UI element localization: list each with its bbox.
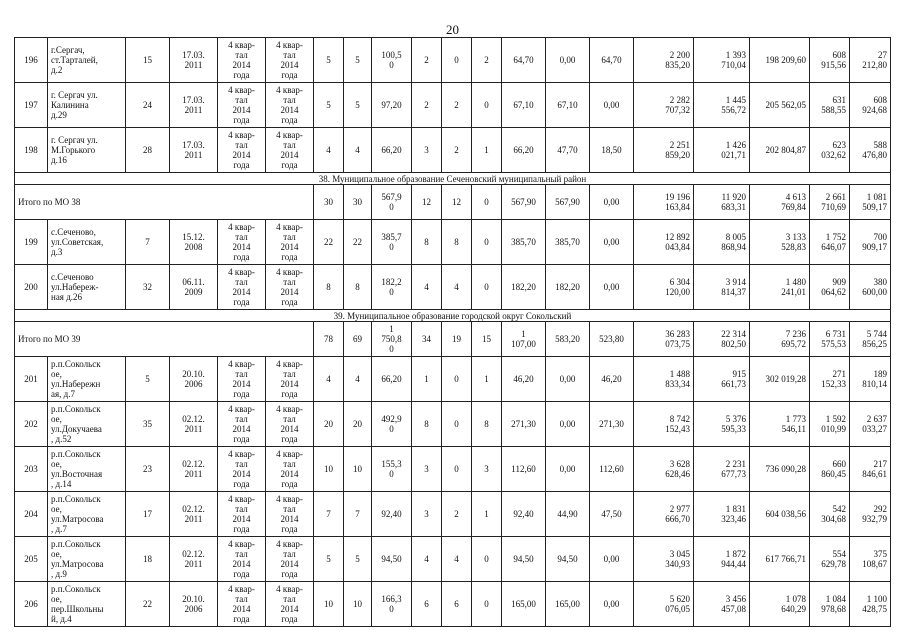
table-cell: 15.12. 2008 bbox=[170, 220, 218, 265]
table-cell: 5 376 595,33 bbox=[694, 402, 750, 447]
table-cell: 3 456 457,08 bbox=[694, 582, 750, 627]
table-cell: 1 752 646,07 bbox=[810, 220, 850, 265]
table-cell: 1 831 323,46 bbox=[694, 492, 750, 537]
row-number: 206 bbox=[15, 582, 48, 627]
total-cell: 5 744 856,25 bbox=[850, 322, 891, 357]
table-cell: 385,70 bbox=[502, 220, 546, 265]
table-cell: 94,50 bbox=[502, 537, 546, 582]
table-cell: 375 108,67 bbox=[850, 537, 891, 582]
table-cell: 604 038,56 bbox=[750, 492, 810, 537]
table-cell: 0,00 bbox=[546, 402, 590, 447]
table-cell: 4 bbox=[344, 128, 372, 173]
total-cell: 12 bbox=[412, 185, 442, 220]
table-cell: 2 bbox=[442, 83, 472, 128]
total-cell: 19 bbox=[442, 322, 472, 357]
table-cell: 8 bbox=[442, 220, 472, 265]
table-row bbox=[15, 220, 891, 265]
total-cell: 34 bbox=[412, 322, 442, 357]
table-cell: 0 bbox=[472, 537, 502, 582]
total-cell: 11 920 683,31 bbox=[694, 185, 750, 220]
table-cell: 02.12. 2011 bbox=[170, 447, 218, 492]
table-cell: 97,20 bbox=[372, 83, 412, 128]
table-cell: 3 bbox=[412, 447, 442, 492]
total-label: Итого по МО 39 bbox=[15, 322, 314, 357]
table-cell: 271,30 bbox=[502, 402, 546, 447]
table-cell: 112,60 bbox=[502, 447, 546, 492]
section-title: 39. Муниципальное образование городской округ Сокольский bbox=[15, 310, 891, 322]
housing-program-table bbox=[14, 37, 891, 627]
table-cell: 1 bbox=[472, 357, 502, 402]
table-cell: 271,30 bbox=[590, 402, 634, 447]
table-cell: 5 bbox=[344, 537, 372, 582]
table-cell: 660 860,45 bbox=[810, 447, 850, 492]
table-cell: 6 bbox=[412, 582, 442, 627]
table-cell: 3 045 340,93 bbox=[634, 537, 694, 582]
table-cell: 4 bbox=[314, 357, 344, 402]
table-cell: 2 282 707,32 bbox=[634, 83, 694, 128]
table-cell: 189 810,14 bbox=[850, 357, 891, 402]
table-cell: 3 133 528,83 bbox=[750, 220, 810, 265]
table-cell: 1 773 546,11 bbox=[750, 402, 810, 447]
table-cell: 542 304,68 bbox=[810, 492, 850, 537]
table-cell: 8 bbox=[412, 220, 442, 265]
address-cell: с.Сеченово ул.Набереж- ная д.26 bbox=[48, 265, 126, 310]
total-cell: 4 613 769,84 bbox=[750, 185, 810, 220]
table-cell: 92,40 bbox=[502, 492, 546, 537]
table-cell: 1 100 428,75 bbox=[850, 582, 891, 627]
table-cell: 100,5 0 bbox=[372, 38, 412, 83]
table-cell: 94,50 bbox=[372, 537, 412, 582]
table-cell: 24 bbox=[126, 83, 170, 128]
table-cell: 385,70 bbox=[546, 220, 590, 265]
table-cell: 5 620 076,05 bbox=[634, 582, 694, 627]
table-cell: 1 078 640,29 bbox=[750, 582, 810, 627]
table-cell: 17 bbox=[126, 492, 170, 537]
table-cell: 4 квар- тал 2014 года bbox=[266, 220, 314, 265]
table-cell: 4 квар- тал 2014 года bbox=[266, 537, 314, 582]
table-cell: 0,00 bbox=[590, 83, 634, 128]
table-cell: 4 квар- тал 2014 года bbox=[218, 357, 266, 402]
row-number: 201 bbox=[15, 357, 48, 402]
table-cell: 4 квар- тал 2014 года bbox=[218, 83, 266, 128]
table-cell: 46,20 bbox=[502, 357, 546, 402]
total-cell: 30 bbox=[314, 185, 344, 220]
total-cell: 22 314 802,50 bbox=[694, 322, 750, 357]
table-cell: 94,50 bbox=[546, 537, 590, 582]
table-cell: 66,20 bbox=[372, 357, 412, 402]
total-cell: 1 750,8 0 bbox=[372, 322, 412, 357]
total-cell: 2 661 710,69 bbox=[810, 185, 850, 220]
table-cell: 4 квар- тал 2014 года bbox=[218, 492, 266, 537]
table-cell: 10 bbox=[314, 447, 344, 492]
table-cell: 67,10 bbox=[502, 83, 546, 128]
address-cell: р.п.Сокольск ое, пер.Школьны й, д.4 bbox=[48, 582, 126, 627]
table-cell: 617 766,71 bbox=[750, 537, 810, 582]
total-cell: 69 bbox=[344, 322, 372, 357]
row-number: 197 bbox=[15, 83, 48, 128]
table-cell: 2 bbox=[442, 492, 472, 537]
table-cell: 2 bbox=[412, 83, 442, 128]
table-cell: 23 bbox=[126, 447, 170, 492]
total-label: Итого по МО 38 bbox=[15, 185, 314, 220]
table-cell: 4 квар- тал 2014 года bbox=[266, 582, 314, 627]
table-cell: 3 bbox=[412, 492, 442, 537]
table-cell: 7 bbox=[314, 492, 344, 537]
table-cell: 385,7 0 bbox=[372, 220, 412, 265]
address-cell: р.п.Сокольск ое, ул.Набережн ая, д.7 bbox=[48, 357, 126, 402]
table-cell: 1 488 833,34 bbox=[634, 357, 694, 402]
table-cell: 4 квар- тал 2014 года bbox=[266, 447, 314, 492]
table-cell: 5 bbox=[314, 83, 344, 128]
table-row bbox=[15, 492, 891, 537]
table-cell: 47,50 bbox=[590, 492, 634, 537]
table-cell: 165,00 bbox=[546, 582, 590, 627]
table-cell: 4 квар- тал 2014 года bbox=[266, 357, 314, 402]
table-cell: 182,2 0 bbox=[372, 265, 412, 310]
table-row bbox=[15, 537, 891, 582]
row-number: 196 bbox=[15, 38, 48, 83]
table-cell: 22 bbox=[344, 220, 372, 265]
table-cell: 4 bbox=[344, 357, 372, 402]
total-cell: 12 bbox=[442, 185, 472, 220]
table-cell: 0,00 bbox=[590, 220, 634, 265]
table-cell: 67,10 bbox=[546, 83, 590, 128]
table-row bbox=[15, 265, 891, 310]
table-cell: 5 bbox=[344, 38, 372, 83]
row-number: 203 bbox=[15, 447, 48, 492]
table-cell: 182,20 bbox=[502, 265, 546, 310]
table-cell: 20.10. 2006 bbox=[170, 582, 218, 627]
table-row bbox=[15, 357, 891, 402]
table-cell: 0 bbox=[442, 357, 472, 402]
table-row bbox=[15, 38, 891, 83]
table-cell: 4 bbox=[442, 265, 472, 310]
table-cell: 64,70 bbox=[502, 38, 546, 83]
table-cell: 4 квар- тал 2014 года bbox=[266, 83, 314, 128]
table-cell: 909 064,62 bbox=[810, 265, 850, 310]
page-number: 20 bbox=[446, 22, 459, 37]
table-row bbox=[15, 582, 891, 627]
table-cell: 0,00 bbox=[590, 537, 634, 582]
table-cell: 20.10. 2006 bbox=[170, 357, 218, 402]
total-cell: 1 081 509,17 bbox=[850, 185, 891, 220]
table-cell: 0 bbox=[442, 402, 472, 447]
table-cell: 4 квар- тал 2014 года bbox=[266, 128, 314, 173]
section-header-row bbox=[15, 310, 891, 322]
table-cell: 66,20 bbox=[372, 128, 412, 173]
table-cell: 1 bbox=[472, 492, 502, 537]
table-cell: 32 bbox=[126, 265, 170, 310]
table-cell: 155,3 0 bbox=[372, 447, 412, 492]
table-cell: 492,9 0 bbox=[372, 402, 412, 447]
table-cell: 10 bbox=[314, 582, 344, 627]
table-cell: 3 628 628,46 bbox=[634, 447, 694, 492]
address-cell: г. Сергач ул. М.Горького д.16 bbox=[48, 128, 126, 173]
table-cell: 0,00 bbox=[590, 582, 634, 627]
table-cell: 1 bbox=[412, 357, 442, 402]
table-cell: 4 квар- тал 2014 года bbox=[266, 38, 314, 83]
table-cell: 3 914 814,37 bbox=[694, 265, 750, 310]
table-cell: 736 090,28 bbox=[750, 447, 810, 492]
row-number: 204 bbox=[15, 492, 48, 537]
table-cell: 66,20 bbox=[502, 128, 546, 173]
table-cell: 4 квар- тал 2014 года bbox=[266, 492, 314, 537]
table-cell: 0 bbox=[442, 447, 472, 492]
address-cell: с.Сеченово, ул.Советская, д.3 bbox=[48, 220, 126, 265]
total-cell: 567,90 bbox=[502, 185, 546, 220]
table-cell: 44,90 bbox=[546, 492, 590, 537]
total-cell: 30 bbox=[344, 185, 372, 220]
total-cell: 0 bbox=[472, 185, 502, 220]
table-cell: 0 bbox=[472, 83, 502, 128]
table-body bbox=[15, 38, 891, 627]
table-cell: 46,20 bbox=[590, 357, 634, 402]
table-cell: 554 629,78 bbox=[810, 537, 850, 582]
table-cell: 1 592 010,99 bbox=[810, 402, 850, 447]
table-cell: 915 661,73 bbox=[694, 357, 750, 402]
table-cell: 35 bbox=[126, 402, 170, 447]
table-cell: 2 bbox=[442, 128, 472, 173]
table-cell: 47,70 bbox=[546, 128, 590, 173]
table-cell: 5 bbox=[314, 537, 344, 582]
table-cell: 271 152,33 bbox=[810, 357, 850, 402]
table-cell: 5 bbox=[344, 83, 372, 128]
table-cell: 0,00 bbox=[546, 447, 590, 492]
table-cell: 700 909,17 bbox=[850, 220, 891, 265]
table-cell: 631 588,55 bbox=[810, 83, 850, 128]
table-cell: 4 квар- тал 2014 года bbox=[218, 38, 266, 83]
table-cell: 3 bbox=[412, 128, 442, 173]
table-cell: 4 квар- тал 2014 года bbox=[266, 265, 314, 310]
table-cell: 1 bbox=[472, 128, 502, 173]
table-cell: 92,40 bbox=[372, 492, 412, 537]
table-cell: 4 квар- тал 2014 года bbox=[266, 402, 314, 447]
table-cell: 5 bbox=[126, 357, 170, 402]
table-cell: 1 393 710,04 bbox=[694, 38, 750, 83]
section-total-row bbox=[15, 322, 891, 357]
table-cell: 1 872 944,44 bbox=[694, 537, 750, 582]
table-cell: 15 bbox=[126, 38, 170, 83]
table-cell: 8 bbox=[412, 402, 442, 447]
total-cell: 567,90 bbox=[546, 185, 590, 220]
table-cell: 2 231 677,73 bbox=[694, 447, 750, 492]
table-cell: 4 квар- тал 2014 года bbox=[218, 128, 266, 173]
table-cell: 8 bbox=[472, 402, 502, 447]
table-cell: 64,70 bbox=[590, 38, 634, 83]
table-cell: 6 304 120,00 bbox=[634, 265, 694, 310]
table-cell: 0 bbox=[472, 220, 502, 265]
table-cell: 8 005 868,94 bbox=[694, 220, 750, 265]
table-cell: 27 212,80 bbox=[850, 38, 891, 83]
table-cell: 217 846,61 bbox=[850, 447, 891, 492]
address-cell: р.п.Сокольск ое, ул.Матросова , д.9 bbox=[48, 537, 126, 582]
table-cell: 608 924,68 bbox=[850, 83, 891, 128]
table-row bbox=[15, 83, 891, 128]
row-number: 205 bbox=[15, 537, 48, 582]
table-cell: 02.12. 2011 bbox=[170, 492, 218, 537]
table-cell: 2 bbox=[412, 38, 442, 83]
table-cell: 7 bbox=[344, 492, 372, 537]
table-cell: 2 200 835,20 bbox=[634, 38, 694, 83]
table-row bbox=[15, 128, 891, 173]
address-cell: р.п.Сокольск ое, ул.Восточная , д.14 bbox=[48, 447, 126, 492]
section-title: 38. Муниципальное образование Сеченовский муниципальный район bbox=[15, 173, 891, 185]
table-cell: 623 032,62 bbox=[810, 128, 850, 173]
table-cell: 292 932,79 bbox=[850, 492, 891, 537]
table-cell: 18,50 bbox=[590, 128, 634, 173]
table-cell: 8 bbox=[314, 265, 344, 310]
table-cell: 6 bbox=[442, 582, 472, 627]
table-cell: 182,20 bbox=[546, 265, 590, 310]
table-cell: 0 bbox=[472, 265, 502, 310]
total-cell: 6 731 575,53 bbox=[810, 322, 850, 357]
table-cell: 02.12. 2011 bbox=[170, 402, 218, 447]
table-cell: 0 bbox=[442, 38, 472, 83]
table-cell: 4 квар- тал 2014 года bbox=[218, 582, 266, 627]
address-cell: р.п.Сокольск ое, ул.Докучаева , д.52 bbox=[48, 402, 126, 447]
table-cell: 4 квар- тал 2014 года bbox=[218, 402, 266, 447]
section-header-row bbox=[15, 173, 891, 185]
table-cell: 1 480 241,01 bbox=[750, 265, 810, 310]
total-cell: 15 bbox=[472, 322, 502, 357]
table-cell: 1 445 556,72 bbox=[694, 83, 750, 128]
table-cell: 2 637 033,27 bbox=[850, 402, 891, 447]
table-cell: 12 892 043,84 bbox=[634, 220, 694, 265]
table-cell: 5 bbox=[314, 38, 344, 83]
table-cell: 4 bbox=[412, 537, 442, 582]
table-cell: 1 426 021,71 bbox=[694, 128, 750, 173]
row-number: 200 bbox=[15, 265, 48, 310]
table-cell: 8 bbox=[344, 265, 372, 310]
row-number: 198 bbox=[15, 128, 48, 173]
total-cell: 583,20 bbox=[546, 322, 590, 357]
table-cell: 0,00 bbox=[590, 265, 634, 310]
row-number: 199 bbox=[15, 220, 48, 265]
table-cell: 112,60 bbox=[590, 447, 634, 492]
table-cell: 1 084 978,68 bbox=[810, 582, 850, 627]
table-cell: 380 600,00 bbox=[850, 265, 891, 310]
table-cell: 202 804,87 bbox=[750, 128, 810, 173]
total-cell: 78 bbox=[314, 322, 344, 357]
table-cell: 17.03. 2011 bbox=[170, 128, 218, 173]
table-cell: 22 bbox=[314, 220, 344, 265]
table-cell: 4 квар- тал 2014 года bbox=[218, 265, 266, 310]
table-cell: 608 915,56 bbox=[810, 38, 850, 83]
total-cell: 0,00 bbox=[590, 185, 634, 220]
table-cell: 02.12. 2011 bbox=[170, 537, 218, 582]
table-cell: 4 квар- тал 2014 года bbox=[218, 537, 266, 582]
table-cell: 10 bbox=[344, 582, 372, 627]
table-cell: 205 562,05 bbox=[750, 83, 810, 128]
table-cell: 10 bbox=[344, 447, 372, 492]
total-cell: 1 107,00 bbox=[502, 322, 546, 357]
section-total-row bbox=[15, 185, 891, 220]
table-cell: 2 977 666,70 bbox=[634, 492, 694, 537]
table-cell: 17.03. 2011 bbox=[170, 83, 218, 128]
table-cell: 20 bbox=[314, 402, 344, 447]
address-cell: р.п.Сокольск ое, ул.Матросова , д.7 bbox=[48, 492, 126, 537]
table-row bbox=[15, 447, 891, 492]
table-cell: 0 bbox=[472, 582, 502, 627]
total-cell: 523,80 bbox=[590, 322, 634, 357]
table-cell: 18 bbox=[126, 537, 170, 582]
total-cell: 36 283 073,75 bbox=[634, 322, 694, 357]
table-cell: 7 bbox=[126, 220, 170, 265]
table-cell: 0,00 bbox=[546, 357, 590, 402]
table-cell: 166,3 0 bbox=[372, 582, 412, 627]
table-row bbox=[15, 402, 891, 447]
row-number: 202 bbox=[15, 402, 48, 447]
table-cell: 4 bbox=[442, 537, 472, 582]
table-cell: 3 bbox=[472, 447, 502, 492]
total-cell: 7 236 695,72 bbox=[750, 322, 810, 357]
table-cell: 8 742 152,43 bbox=[634, 402, 694, 447]
table-cell: 302 019,28 bbox=[750, 357, 810, 402]
table-cell: 4 bbox=[314, 128, 344, 173]
table-cell: 198 209,60 bbox=[750, 38, 810, 83]
table-cell: 17.03. 2011 bbox=[170, 38, 218, 83]
table-cell: 165,00 bbox=[502, 582, 546, 627]
table-cell: 28 bbox=[126, 128, 170, 173]
address-cell: г. Сергач ул. Калинина д.29 bbox=[48, 83, 126, 128]
total-cell: 19 196 163,84 bbox=[634, 185, 694, 220]
address-cell: г.Сергач, ст.Тарталей, д.2 bbox=[48, 38, 126, 83]
table-cell: 2 251 859,20 bbox=[634, 128, 694, 173]
table-cell: 4 квар- тал 2014 года bbox=[218, 220, 266, 265]
table-cell: 06.11. 2009 bbox=[170, 265, 218, 310]
total-cell: 567,9 0 bbox=[372, 185, 412, 220]
table-cell: 588 476,80 bbox=[850, 128, 891, 173]
table-cell: 0,00 bbox=[546, 38, 590, 83]
table-cell: 20 bbox=[344, 402, 372, 447]
table-cell: 22 bbox=[126, 582, 170, 627]
table-cell: 4 квар- тал 2014 года bbox=[218, 447, 266, 492]
table-cell: 2 bbox=[472, 38, 502, 83]
table-cell: 4 bbox=[412, 265, 442, 310]
